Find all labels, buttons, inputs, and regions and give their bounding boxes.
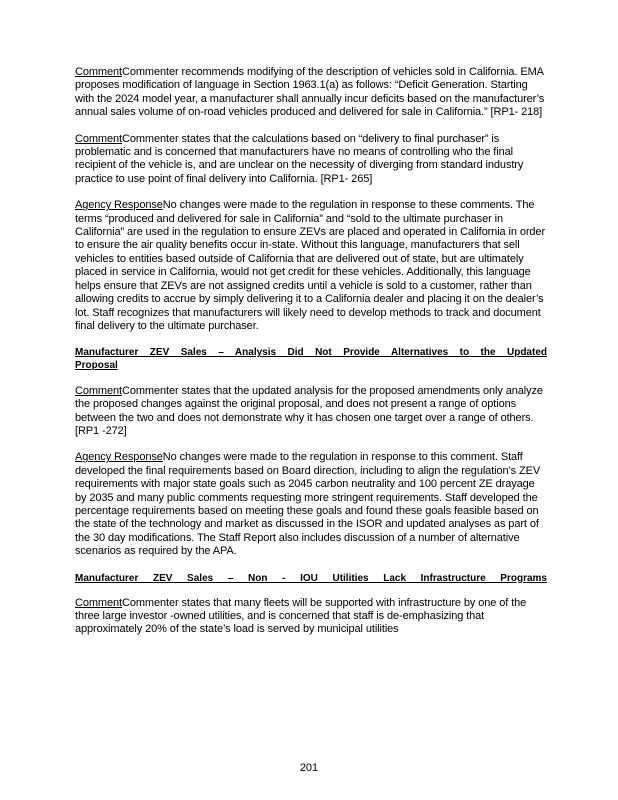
section-heading — [75, 346, 547, 372]
comment-text: Commenter states that the calculations based on “delivery to final purchaser” is problematic and is concerned that manufacturers have no means of controlling who the final recipient of the vehicle is, and are unclear on the necessity of diverging from standard industry practice to use point of final delivery into California. [RP1- 265] — [75, 132, 524, 185]
section-heading-line1: Manufacturer ZEV Sales – Non - IOU Utilities Lack Infrastructure Programs — [75, 572, 547, 584]
comment-text: Commenter states that many fleets will be supported with infrastructure by one of the three large investor -owned utilities, and is concerned that staff is de-emphasizing that approximately 20% of the state’s load is served by municipal utilities — [75, 596, 527, 636]
page-number: 201 — [299, 762, 319, 774]
agency-response-paragraph — [75, 199, 547, 333]
agency-response-label: Agency Response — [75, 451, 163, 464]
comment-paragraph — [75, 133, 547, 187]
document-body — [75, 66, 547, 650]
section-heading-line2: Proposal — [75, 360, 118, 372]
section-heading — [75, 572, 547, 585]
comment-label: Comment — [75, 132, 122, 145]
agency-response-label: Agency Response — [75, 199, 163, 212]
agency-response-paragraph — [75, 451, 547, 558]
comment-text: Commenter states that the updated analysis for the proposed amendments only analyze the proposed changes against the original proposal, and does not present a range of options between the two and does not demonstrate why it has chosen one target over a range of others. [RP1 -272] — [75, 384, 543, 437]
agency-response-text: No changes were made to the regulation in response to this comment. Staff developed the final requirements based on Board direction, including to align the regulation’s ZEV requirements with major state goals such as 2045 carbon neutrality and 100 percent ZE drayage by 2035 and many public comments requesting more stringent requirements. Staff developed the percentage requirements based on meeting these goals and found these goals feasible based on the state of the technology and market as discussed in the ISOR and updated analyses as part of the 30 day modifications. The Staff Report also includes discussion of a number of alternative scenarios as required by the APA. — [75, 451, 541, 558]
comment-text: Commenter recommends modifying of the description of vehicles sold in California. EMA proposes modification of language in Section 1963.1(a) as follows: “Deficit Generation. Starting with the 2024 model year, a manufacturer shall annually incur deficits based on the manufacturer’s annual sales volume of on-road vehicles produced and delivered for sale in California.” [RP1- 218] — [75, 66, 545, 119]
agency-response-text: No changes were made to the regulation in response to these comments. The terms “produced and delivered for sale in California” and “sold to the ultimate purchaser in California” are used in the regulation to ensure ZEVs are placed and operated in California in order to ensure the air quality benefits occur in-state. Without this language, manufacturers that sell vehicles to entities based outside of California that are delivered out of state, but are ultimately placed in service in California, would not get credit for these vehicles. Additionally, this language helps ensure that ZEVs are not assigned credits until a vehicle is sold to a customer, rather than allowing credits to accrue by simply delivering it to a California dealer and placing it on the dealer’s lot. Staff recognizes that manufacturers will likely need to develop methods to track and document final delivery to the ultimate purchaser. — [75, 199, 546, 332]
comment-label: Comment — [75, 66, 122, 78]
comment-paragraph — [75, 385, 547, 439]
comment-paragraph — [75, 597, 547, 637]
comment-paragraph — [75, 66, 547, 120]
comment-label: Comment — [75, 384, 122, 397]
comment-label: Comment — [75, 596, 122, 609]
section-heading-line1: Manufacturer ZEV Sales – Analysis Did Not Provide Alternatives to the Updated — [75, 347, 547, 359]
